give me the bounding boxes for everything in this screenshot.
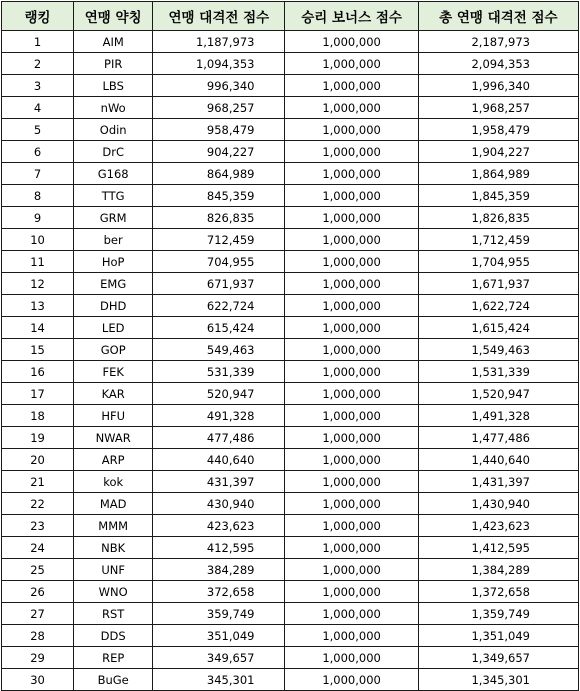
rank-cell: 26	[2, 581, 74, 603]
table-row	[2, 141, 579, 163]
victory-bonus-score-cell: 1,000,000	[285, 361, 418, 383]
alliance-battle-score-cell: 864,989	[153, 163, 285, 185]
victory-bonus-score-cell: 1,000,000	[285, 119, 418, 141]
alliance-abbreviation-cell: GOP	[74, 339, 153, 361]
rank-cell: 15	[2, 339, 74, 361]
alliance-abbreviation-cell: DrC	[74, 141, 153, 163]
rank-cell: 9	[2, 207, 74, 229]
table-row	[2, 295, 579, 317]
victory-bonus-score-cell: 1,000,000	[285, 537, 418, 559]
victory-bonus-score-cell: 1,000,000	[285, 251, 418, 273]
alliance-abbreviation-cell: KAR	[74, 383, 153, 405]
total-alliance-battle-score-cell: 1,958,479	[418, 119, 578, 141]
rank-cell: 17	[2, 383, 74, 405]
victory-bonus-score-cell: 1,000,000	[285, 207, 418, 229]
table-row	[2, 515, 579, 537]
total-alliance-battle-score-cell: 1,359,749	[418, 603, 578, 625]
alliance-battle-score-cell: 423,623	[153, 515, 285, 537]
victory-bonus-score-cell: 1,000,000	[285, 603, 418, 625]
alliance-battle-score-cell: 549,463	[153, 339, 285, 361]
alliance-abbreviation-cell: UNF	[74, 559, 153, 581]
table-row	[2, 537, 579, 559]
total-alliance-battle-score-cell: 2,187,973	[418, 31, 578, 53]
rank-cell: 22	[2, 493, 74, 515]
alliance-abbreviation-cell: NBK	[74, 537, 153, 559]
rank-cell: 10	[2, 229, 74, 251]
total-alliance-battle-score-cell: 1,671,937	[418, 273, 578, 295]
table-row	[2, 273, 579, 295]
victory-bonus-score-cell: 1,000,000	[285, 53, 418, 75]
alliance-abbreviation-cell: WNO	[74, 581, 153, 603]
alliance-abbreviation-cell: ber	[74, 229, 153, 251]
total-alliance-battle-score-cell: 1,440,640	[418, 449, 578, 471]
total-alliance-battle-score-cell: 1,704,955	[418, 251, 578, 273]
header-rank: 랭킹	[2, 2, 74, 31]
table-row	[2, 405, 579, 427]
victory-bonus-score-cell: 1,000,000	[285, 647, 418, 669]
rank-cell: 8	[2, 185, 74, 207]
table-row	[2, 207, 579, 229]
alliance-abbreviation-cell: HoP	[74, 251, 153, 273]
rank-cell: 7	[2, 163, 74, 185]
alliance-battle-score-cell: 826,835	[153, 207, 285, 229]
alliance-abbreviation-cell: ARP	[74, 449, 153, 471]
alliance-battle-score-cell: 477,486	[153, 427, 285, 449]
alliance-abbreviation-cell: TTG	[74, 185, 153, 207]
table-row	[2, 669, 579, 691]
total-alliance-battle-score-cell: 1,349,657	[418, 647, 578, 669]
alliance-abbreviation-cell: kok	[74, 471, 153, 493]
header-row	[2, 2, 579, 31]
alliance-battle-score-cell: 412,595	[153, 537, 285, 559]
rank-cell: 19	[2, 427, 74, 449]
table-row	[2, 361, 579, 383]
rank-cell: 20	[2, 449, 74, 471]
total-alliance-battle-score-cell: 1,384,289	[418, 559, 578, 581]
table-row	[2, 31, 579, 53]
table-row	[2, 603, 579, 625]
victory-bonus-score-cell: 1,000,000	[285, 141, 418, 163]
victory-bonus-score-cell: 1,000,000	[285, 559, 418, 581]
rank-cell: 30	[2, 669, 74, 691]
total-alliance-battle-score-cell: 1,477,486	[418, 427, 578, 449]
header-alliance-abbreviation: 연맹 약칭	[74, 2, 153, 31]
rank-cell: 28	[2, 625, 74, 647]
total-alliance-battle-score-cell: 1,491,328	[418, 405, 578, 427]
alliance-abbreviation-cell: MMM	[74, 515, 153, 537]
victory-bonus-score-cell: 1,000,000	[285, 273, 418, 295]
victory-bonus-score-cell: 1,000,000	[285, 31, 418, 53]
rank-cell: 6	[2, 141, 74, 163]
table-row	[2, 427, 579, 449]
victory-bonus-score-cell: 1,000,000	[285, 515, 418, 537]
alliance-battle-score-cell: 384,289	[153, 559, 285, 581]
alliance-battle-score-cell: 1,187,973	[153, 31, 285, 53]
table-row	[2, 559, 579, 581]
victory-bonus-score-cell: 1,000,000	[285, 229, 418, 251]
rank-cell: 25	[2, 559, 74, 581]
table-row	[2, 317, 579, 339]
alliance-abbreviation-cell: BuGe	[74, 669, 153, 691]
alliance-battle-score-cell: 996,340	[153, 75, 285, 97]
alliance-battle-score-cell: 430,940	[153, 493, 285, 515]
table-row	[2, 97, 579, 119]
rank-cell: 12	[2, 273, 74, 295]
table-row	[2, 625, 579, 647]
victory-bonus-score-cell: 1,000,000	[285, 97, 418, 119]
table-row	[2, 119, 579, 141]
rank-cell: 14	[2, 317, 74, 339]
victory-bonus-score-cell: 1,000,000	[285, 493, 418, 515]
rank-cell: 2	[2, 53, 74, 75]
table-row	[2, 647, 579, 669]
alliance-abbreviation-cell: FEK	[74, 361, 153, 383]
rank-cell: 16	[2, 361, 74, 383]
rank-cell: 13	[2, 295, 74, 317]
rank-cell: 11	[2, 251, 74, 273]
rank-cell: 3	[2, 75, 74, 97]
rank-cell: 1	[2, 31, 74, 53]
alliance-battle-score-cell: 845,359	[153, 185, 285, 207]
header-victory-bonus-score: 승리 보너스 점수	[285, 2, 418, 31]
alliance-battle-score-cell: 1,094,353	[153, 53, 285, 75]
total-alliance-battle-score-cell: 1,904,227	[418, 141, 578, 163]
victory-bonus-score-cell: 1,000,000	[285, 295, 418, 317]
victory-bonus-score-cell: 1,000,000	[285, 163, 418, 185]
table-row	[2, 581, 579, 603]
total-alliance-battle-score-cell: 1,520,947	[418, 383, 578, 405]
alliance-battle-score-cell: 349,657	[153, 647, 285, 669]
total-alliance-battle-score-cell: 1,864,989	[418, 163, 578, 185]
table-row	[2, 383, 579, 405]
victory-bonus-score-cell: 1,000,000	[285, 669, 418, 691]
alliance-battle-score-cell: 431,397	[153, 471, 285, 493]
total-alliance-battle-score-cell: 1,712,459	[418, 229, 578, 251]
victory-bonus-score-cell: 1,000,000	[285, 449, 418, 471]
header-alliance-battle-score: 연맹 대격전 점수	[153, 2, 285, 31]
ranking-table	[1, 1, 579, 691]
alliance-abbreviation-cell: GRM	[74, 207, 153, 229]
alliance-battle-score-cell: 712,459	[153, 229, 285, 251]
total-alliance-battle-score-cell: 1,423,623	[418, 515, 578, 537]
victory-bonus-score-cell: 1,000,000	[285, 75, 418, 97]
alliance-abbreviation-cell: RST	[74, 603, 153, 625]
table-row	[2, 449, 579, 471]
alliance-battle-score-cell: 968,257	[153, 97, 285, 119]
alliance-abbreviation-cell: G168	[74, 163, 153, 185]
rank-cell: 18	[2, 405, 74, 427]
alliance-abbreviation-cell: LED	[74, 317, 153, 339]
total-alliance-battle-score-cell: 1,615,424	[418, 317, 578, 339]
rank-cell: 29	[2, 647, 74, 669]
alliance-battle-score-cell: 671,937	[153, 273, 285, 295]
total-alliance-battle-score-cell: 1,431,397	[418, 471, 578, 493]
total-alliance-battle-score-cell: 1,549,463	[418, 339, 578, 361]
victory-bonus-score-cell: 1,000,000	[285, 427, 418, 449]
table-row	[2, 75, 579, 97]
table-row	[2, 185, 579, 207]
alliance-battle-score-cell: 491,328	[153, 405, 285, 427]
total-alliance-battle-score-cell: 1,345,301	[418, 669, 578, 691]
rank-cell: 4	[2, 97, 74, 119]
table-header	[2, 2, 579, 31]
rank-cell: 5	[2, 119, 74, 141]
victory-bonus-score-cell: 1,000,000	[285, 405, 418, 427]
table-row	[2, 471, 579, 493]
victory-bonus-score-cell: 1,000,000	[285, 317, 418, 339]
victory-bonus-score-cell: 1,000,000	[285, 471, 418, 493]
rank-cell: 27	[2, 603, 74, 625]
total-alliance-battle-score-cell: 2,094,353	[418, 53, 578, 75]
table-row	[2, 229, 579, 251]
alliance-abbreviation-cell: LBS	[74, 75, 153, 97]
alliance-battle-score-cell: 440,640	[153, 449, 285, 471]
total-alliance-battle-score-cell: 1,622,724	[418, 295, 578, 317]
total-alliance-battle-score-cell: 1,968,257	[418, 97, 578, 119]
table-body	[2, 31, 579, 691]
alliance-battle-score-cell: 520,947	[153, 383, 285, 405]
alliance-battle-score-cell: 904,227	[153, 141, 285, 163]
alliance-abbreviation-cell: AIM	[74, 31, 153, 53]
alliance-battle-score-cell: 372,658	[153, 581, 285, 603]
alliance-battle-score-cell: 351,049	[153, 625, 285, 647]
alliance-abbreviation-cell: EMG	[74, 273, 153, 295]
alliance-battle-score-cell: 958,479	[153, 119, 285, 141]
victory-bonus-score-cell: 1,000,000	[285, 581, 418, 603]
rank-cell: 21	[2, 471, 74, 493]
alliance-battle-score-cell: 622,724	[153, 295, 285, 317]
victory-bonus-score-cell: 1,000,000	[285, 339, 418, 361]
total-alliance-battle-score-cell: 1,826,835	[418, 207, 578, 229]
total-alliance-battle-score-cell: 1,351,049	[418, 625, 578, 647]
alliance-abbreviation-cell: Odin	[74, 119, 153, 141]
table-row	[2, 251, 579, 273]
alliance-abbreviation-cell: nWo	[74, 97, 153, 119]
alliance-abbreviation-cell: DHD	[74, 295, 153, 317]
alliance-abbreviation-cell: MAD	[74, 493, 153, 515]
rank-cell: 23	[2, 515, 74, 537]
victory-bonus-score-cell: 1,000,000	[285, 383, 418, 405]
alliance-battle-score-cell: 615,424	[153, 317, 285, 339]
table-row	[2, 53, 579, 75]
header-total-alliance-battle-score: 총 연맹 대격전 점수	[418, 2, 578, 31]
total-alliance-battle-score-cell: 1,372,658	[418, 581, 578, 603]
alliance-abbreviation-cell: PIR	[74, 53, 153, 75]
alliance-abbreviation-cell: NWAR	[74, 427, 153, 449]
table-row	[2, 493, 579, 515]
total-alliance-battle-score-cell: 1,430,940	[418, 493, 578, 515]
alliance-abbreviation-cell: HFU	[74, 405, 153, 427]
total-alliance-battle-score-cell: 1,412,595	[418, 537, 578, 559]
alliance-battle-score-cell: 704,955	[153, 251, 285, 273]
victory-bonus-score-cell: 1,000,000	[285, 185, 418, 207]
table-row	[2, 163, 579, 185]
alliance-abbreviation-cell: DDS	[74, 625, 153, 647]
alliance-battle-score-cell: 531,339	[153, 361, 285, 383]
total-alliance-battle-score-cell: 1,531,339	[418, 361, 578, 383]
total-alliance-battle-score-cell: 1,845,359	[418, 185, 578, 207]
table-row	[2, 339, 579, 361]
rank-cell: 24	[2, 537, 74, 559]
total-alliance-battle-score-cell: 1,996,340	[418, 75, 578, 97]
alliance-battle-score-cell: 359,749	[153, 603, 285, 625]
victory-bonus-score-cell: 1,000,000	[285, 625, 418, 647]
alliance-abbreviation-cell: REP	[74, 647, 153, 669]
alliance-battle-score-cell: 345,301	[153, 669, 285, 691]
